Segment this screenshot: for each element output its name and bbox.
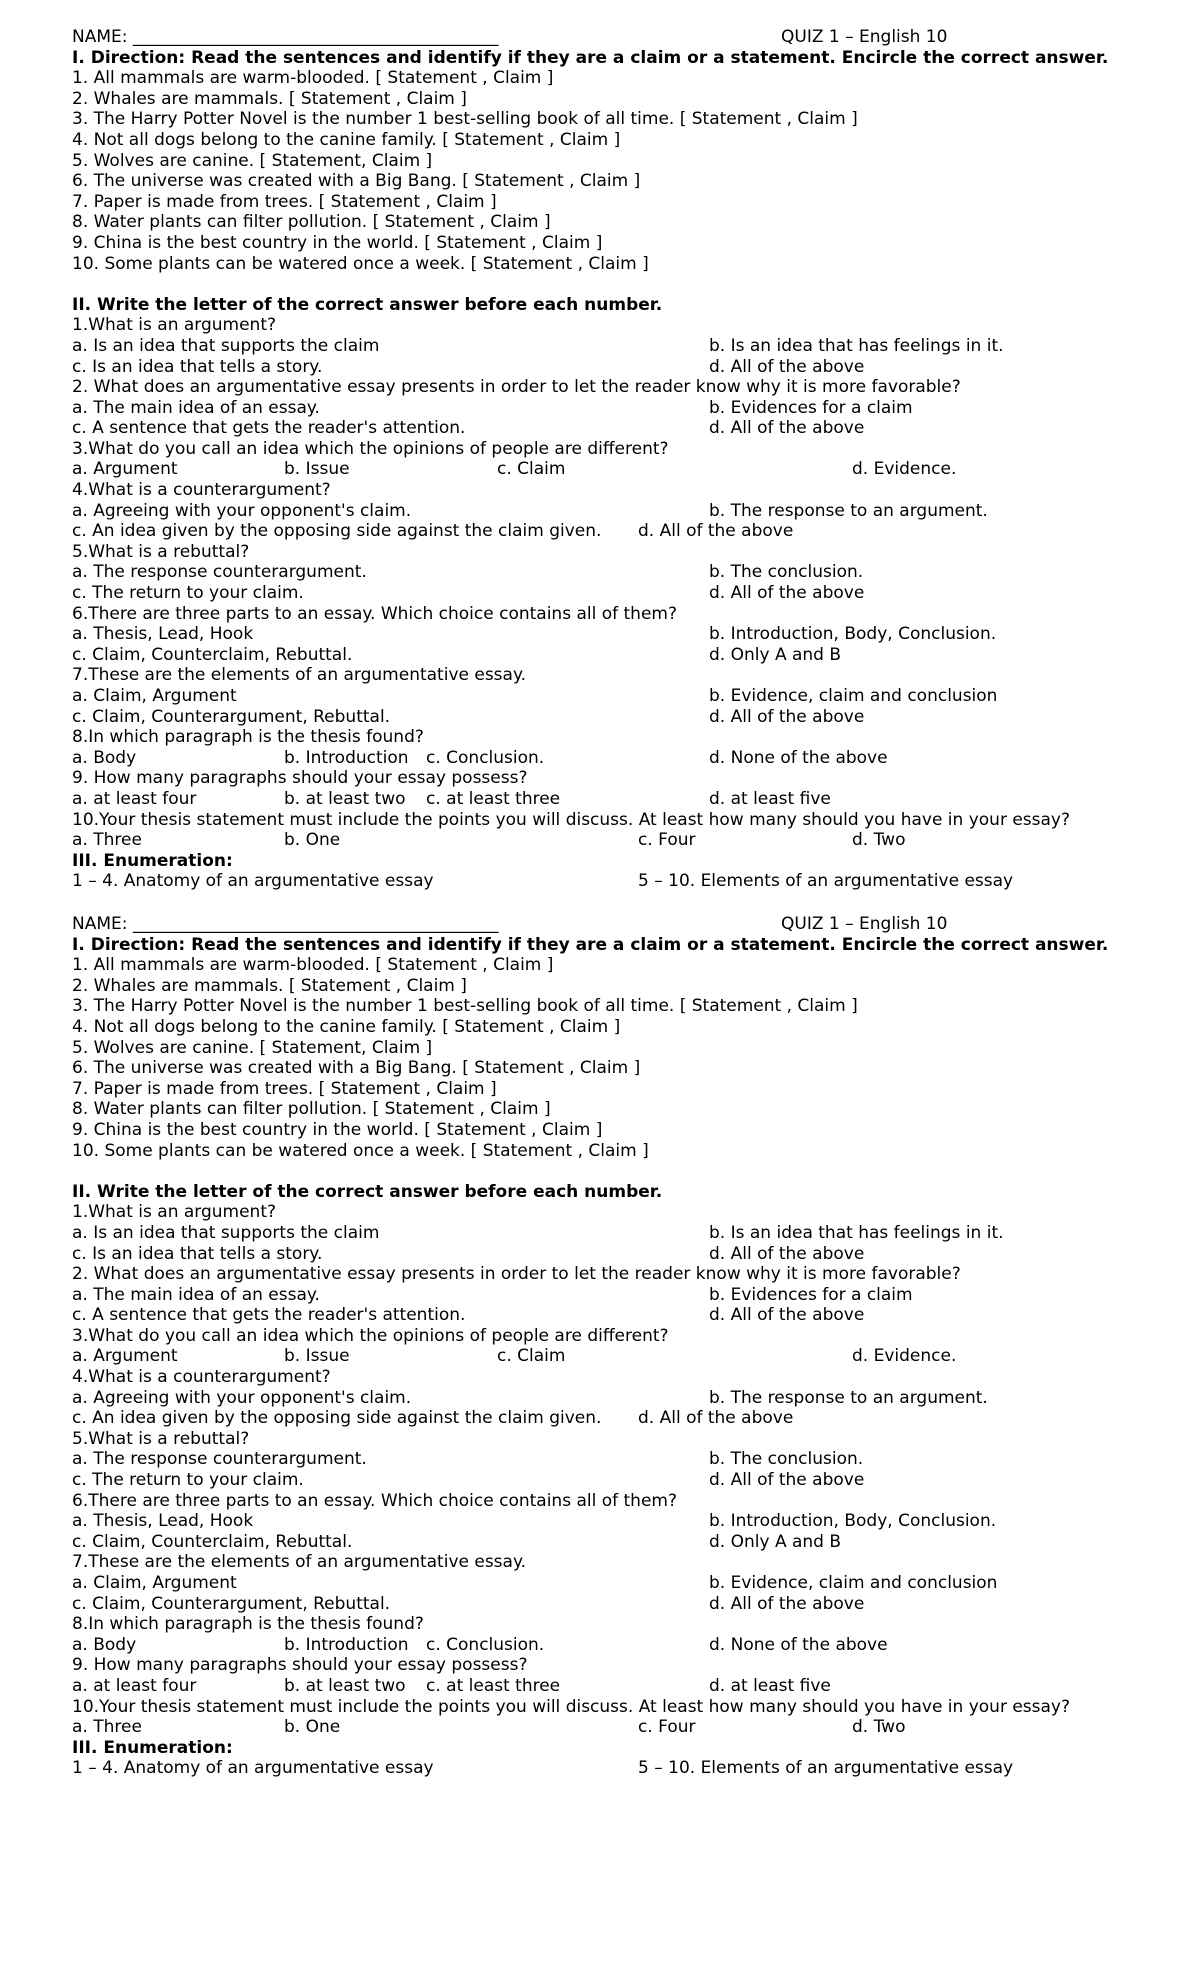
choice-b: b. The conclusion. — [709, 562, 864, 583]
question-10: 10.Your thesis statement must include the points you will discuss. At least how many should you have in your essay? — [72, 1696, 1071, 1717]
choice-a: a. Thesis, Lead, Hook — [72, 624, 254, 645]
choice-a: a. at least four — [72, 788, 197, 809]
choice-d: d. All of the above — [709, 418, 865, 439]
choice-b: b. Issue — [284, 1346, 350, 1367]
choice-row — [72, 521, 1182, 542]
choice-b: b. Evidences for a claim — [709, 1284, 913, 1305]
choice-a: a. Is an idea that supports the claim — [72, 335, 380, 356]
choice-b: b. The response to an argument. — [709, 500, 988, 521]
part1-item: 6. The universe was created with a Big Bang. [ Statement , Claim ] — [72, 1058, 641, 1079]
quiz-title: QUIZ 1 – English 10 — [781, 27, 948, 47]
question-7: 7.These are the elements of an argumentative essay. — [72, 1552, 526, 1573]
question-2: 2. What does an argumentative essay presents in order to let the reader know why it is more favorable? — [72, 377, 961, 398]
question-3: 3.What do you call an idea which the opinions of people are different? — [72, 1325, 669, 1346]
question-3: 3.What do you call an idea which the opinions of people are different? — [72, 438, 669, 459]
part1-item: 1. All mammals are warm-blooded. [ Statement , Claim ] — [72, 68, 554, 89]
choice-d: d. All of the above — [709, 1305, 865, 1326]
choice-a: a. Claim, Argument — [72, 1573, 237, 1593]
choice-b: b. Evidence, claim and conclusion — [709, 1573, 998, 1593]
choice-a: a. at least four — [72, 1675, 197, 1696]
part1-item: 2. Whales are mammals. [ Statement , Claim ] — [72, 88, 467, 109]
choice-row — [72, 398, 1182, 419]
choice-d: d. Evidence. — [852, 1346, 957, 1367]
choice-a: a. The response counterargument. — [72, 1449, 367, 1470]
choice-c: c. Is an idea that tells a story. — [72, 356, 323, 377]
choice-c: c. The return to your claim. — [72, 1470, 304, 1491]
question-8: 8.In which paragraph is the thesis found? — [72, 1614, 424, 1635]
choice-row — [72, 830, 1182, 851]
quiz-title: QUIZ 1 – English 10 — [781, 914, 948, 934]
part1-item: 6. The universe was created with a Big Bang. [ Statement , Claim ] — [72, 171, 641, 192]
choice-b: b. Is an idea that has feelings in it. — [709, 1222, 1004, 1243]
enumeration-left: 1 – 4. Anatomy of an argumentative essay — [72, 1758, 434, 1779]
choice-c: c. Conclusion. — [426, 1634, 545, 1655]
choice-d: d. All of the above — [709, 706, 865, 727]
choice-a: a. Is an idea that supports the claim — [72, 1222, 380, 1243]
choice-row — [72, 1573, 1182, 1594]
choice-d: d. All of the above — [709, 1243, 865, 1264]
choice-c: c. An idea given by the opposing side against the claim given. — [72, 521, 602, 542]
choice-b: b. Introduction, Body, Conclusion. — [709, 624, 997, 645]
choice-row — [72, 1346, 1182, 1367]
choice-row — [72, 562, 1182, 583]
choice-row — [72, 1244, 1182, 1265]
part1-item: 1. All mammals are warm-blooded. [ Statement , Claim ] — [72, 955, 554, 976]
choice-row — [72, 501, 1182, 522]
choice-a: a. Three — [72, 830, 142, 851]
part1-heading: I. Direction: Read the sentences and identify if they are a claim or a statement. Encircle the correct answer. — [72, 934, 1109, 955]
spacer — [72, 274, 1182, 295]
part1-item: 10. Some plants can be watered once a week. [ Statement , Claim ] — [72, 1140, 649, 1161]
choice-d: d. at least five — [709, 788, 831, 809]
choice-b: b. Evidences for a claim — [709, 397, 913, 418]
choice-row — [72, 707, 1182, 728]
choice-c: c. The return to your claim. — [72, 583, 304, 604]
choice-c: c. Claim, Counterargument, Rebuttal. — [72, 1593, 391, 1614]
choice-row — [72, 583, 1182, 604]
part1-item: 4. Not all dogs belong to the canine family. [ Statement , Claim ] — [72, 1016, 621, 1037]
part1-item: 2. Whales are mammals. [ Statement , Claim ] — [72, 975, 467, 996]
choice-a: a. Three — [72, 1717, 142, 1738]
choice-d: d. at least five — [709, 1675, 831, 1696]
choice-c: c. at least three — [426, 788, 561, 809]
choice-a: a. Argument — [72, 459, 178, 480]
question-9: 9. How many paragraphs should your essay possess? — [72, 1655, 528, 1676]
choice-row — [72, 686, 1182, 707]
choice-row — [72, 1511, 1182, 1532]
choice-d: d. All of the above — [638, 521, 794, 542]
choice-a: a. Thesis, Lead, Hook — [72, 1511, 254, 1532]
choice-d: d. All of the above — [709, 1593, 865, 1614]
choice-row — [72, 357, 1182, 378]
question-4: 4.What is a counterargument? — [72, 480, 331, 501]
question-4: 4.What is a counterargument? — [72, 1367, 331, 1388]
choice-b: b. Introduction — [284, 747, 409, 768]
choice-d: d. None of the above — [709, 1634, 888, 1655]
choice-row — [72, 1223, 1182, 1244]
choice-row — [72, 1305, 1182, 1326]
part1-item: 4. Not all dogs belong to the canine family. [ Statement , Claim ] — [72, 129, 621, 150]
choice-d: d. All of the above — [709, 356, 865, 377]
choice-c: c. Claim — [497, 1346, 566, 1367]
choice-d: d. All of the above — [709, 1470, 865, 1491]
choice-b: b. Introduction, Body, Conclusion. — [709, 1511, 997, 1532]
question-5: 5.What is a rebuttal? — [72, 541, 250, 562]
choice-row — [72, 1594, 1182, 1615]
choice-d: d. Only A and B — [709, 644, 842, 665]
choice-c: c. A sentence that gets the reader's attention. — [72, 418, 466, 439]
choice-d: d. Two — [852, 1717, 906, 1738]
header-line — [72, 914, 1182, 935]
choice-c: c. An idea given by the opposing side against the claim given. — [72, 1408, 602, 1429]
choice-b: b. Evidence, claim and conclusion — [709, 686, 998, 706]
question-8: 8.In which paragraph is the thesis found? — [72, 727, 424, 748]
choice-c: c. Is an idea that tells a story. — [72, 1243, 323, 1264]
enumeration-right: 5 – 10. Elements of an argumentative essay — [638, 871, 1014, 892]
choice-a: a. Agreeing with your opponent's claim. — [72, 500, 412, 521]
choice-b: b. at least two — [284, 788, 406, 809]
choice-a: a. Body — [72, 1634, 137, 1655]
choice-row — [72, 1408, 1182, 1429]
part1-heading: I. Direction: Read the sentences and identify if they are a claim or a statement. Encircle the correct answer. — [72, 47, 1109, 68]
choice-b: b. Issue — [284, 459, 350, 480]
choice-row — [72, 418, 1182, 439]
header-line — [72, 27, 1182, 48]
choice-a: a. Agreeing with your opponent's claim. — [72, 1387, 412, 1408]
question-9: 9. How many paragraphs should your essay possess? — [72, 768, 528, 789]
choice-row — [72, 336, 1182, 357]
choice-b: b. The response to an argument. — [709, 1387, 988, 1408]
spacer — [72, 1161, 1182, 1182]
part1-item: 3. The Harry Potter Novel is the number 1 best-selling book of all time. [ Statement , Claim ] — [72, 109, 858, 130]
choice-row — [72, 645, 1182, 666]
choice-b: b. The conclusion. — [709, 1449, 864, 1470]
choice-c: c. Claim, Counterclaim, Rebuttal. — [72, 644, 353, 665]
part1-item: 7. Paper is made from trees. [ Statement , Claim ] — [72, 191, 497, 212]
choice-c: c. Conclusion. — [426, 747, 545, 768]
part1-item: 9. China is the best country in the world. [ Statement , Claim ] — [72, 1119, 603, 1140]
choice-c: c. Four — [638, 830, 696, 851]
choice-b: b. at least two — [284, 1675, 406, 1696]
choice-row — [72, 624, 1182, 645]
choice-row — [72, 1285, 1182, 1306]
choice-b: b. Introduction — [284, 1634, 409, 1655]
choice-c: c. Claim, Counterclaim, Rebuttal. — [72, 1531, 353, 1552]
question-6: 6.There are three parts to an essay. Which choice contains all of them? — [72, 603, 678, 624]
choice-a: a. Argument — [72, 1346, 178, 1367]
choice-d: d. All of the above — [638, 1408, 794, 1429]
choice-row — [72, 748, 1182, 769]
choice-c: c. A sentence that gets the reader's attention. — [72, 1305, 466, 1326]
name-field-label: NAME: ___________________________________________ — [72, 27, 499, 47]
enumeration-row — [72, 1758, 1182, 1779]
question-1: 1.What is an argument? — [72, 1202, 277, 1223]
choice-c: c. at least three — [426, 1675, 561, 1696]
part1-item: 8. Water plants can filter pollution. [ Statement , Claim ] — [72, 212, 551, 233]
choice-c: c. Claim, Counterargument, Rebuttal. — [72, 706, 391, 727]
choice-d: d. None of the above — [709, 747, 888, 768]
question-7: 7.These are the elements of an argumentative essay. — [72, 665, 526, 686]
choice-d: d. Only A and B — [709, 1531, 842, 1552]
choice-c: c. Four — [638, 1717, 696, 1738]
question-2: 2. What does an argumentative essay presents in order to let the reader know why it is more favorable? — [72, 1264, 961, 1285]
name-field-label: NAME: ___________________________________________ — [72, 914, 499, 934]
question-6: 6.There are three parts to an essay. Which choice contains all of them? — [72, 1490, 678, 1511]
choice-d: d. Evidence. — [852, 459, 957, 480]
choice-row — [72, 1676, 1182, 1697]
choice-row — [72, 1388, 1182, 1409]
part1-item: 5. Wolves are canine. [ Statement, Claim ] — [72, 150, 433, 171]
choice-a: a. The main idea of an essay. — [72, 1284, 320, 1305]
enumeration-row — [72, 871, 1182, 892]
quiz-sheet-1 — [72, 27, 1182, 892]
choice-b: b. One — [284, 1717, 341, 1738]
choice-d: d. Two — [852, 830, 906, 851]
question-5: 5.What is a rebuttal? — [72, 1428, 250, 1449]
choice-b: b. Is an idea that has feelings in it. — [709, 335, 1004, 356]
choice-row — [72, 1470, 1182, 1491]
choice-row — [72, 1449, 1182, 1470]
choice-a: a. Body — [72, 747, 137, 768]
question-10: 10.Your thesis statement must include the points you will discuss. At least how many should you have in your essay? — [72, 809, 1071, 830]
part2-heading: II. Write the letter of the correct answer before each number. — [72, 294, 663, 315]
part1-item: 5. Wolves are canine. [ Statement, Claim ] — [72, 1037, 433, 1058]
part1-item: 10. Some plants can be watered once a week. [ Statement , Claim ] — [72, 253, 649, 274]
question-1: 1.What is an argument? — [72, 315, 277, 336]
choice-b: b. One — [284, 830, 341, 851]
part1-item: 9. China is the best country in the world. [ Statement , Claim ] — [72, 232, 603, 253]
part2-heading: II. Write the letter of the correct answer before each number. — [72, 1181, 663, 1202]
choice-row — [72, 1635, 1182, 1656]
part1-item: 3. The Harry Potter Novel is the number 1 best-selling book of all time. [ Statement , Claim ] — [72, 996, 858, 1017]
enumeration-left: 1 – 4. Anatomy of an argumentative essay — [72, 871, 434, 892]
quiz-sheet-2 — [72, 914, 1182, 1779]
part3-heading: III. Enumeration: — [72, 1737, 233, 1758]
choice-a: a. The main idea of an essay. — [72, 397, 320, 418]
choice-row — [72, 789, 1182, 810]
choice-row — [72, 1717, 1182, 1738]
choice-a: a. Claim, Argument — [72, 686, 237, 706]
part1-item: 8. Water plants can filter pollution. [ Statement , Claim ] — [72, 1099, 551, 1120]
part3-heading: III. Enumeration: — [72, 850, 233, 871]
choice-row — [72, 1532, 1182, 1553]
choice-a: a. The response counterargument. — [72, 562, 367, 583]
part1-item: 7. Paper is made from trees. [ Statement , Claim ] — [72, 1078, 497, 1099]
choice-d: d. All of the above — [709, 583, 865, 604]
choice-c: c. Claim — [497, 459, 566, 480]
enumeration-right: 5 – 10. Elements of an argumentative essay — [638, 1758, 1014, 1779]
choice-row — [72, 459, 1182, 480]
